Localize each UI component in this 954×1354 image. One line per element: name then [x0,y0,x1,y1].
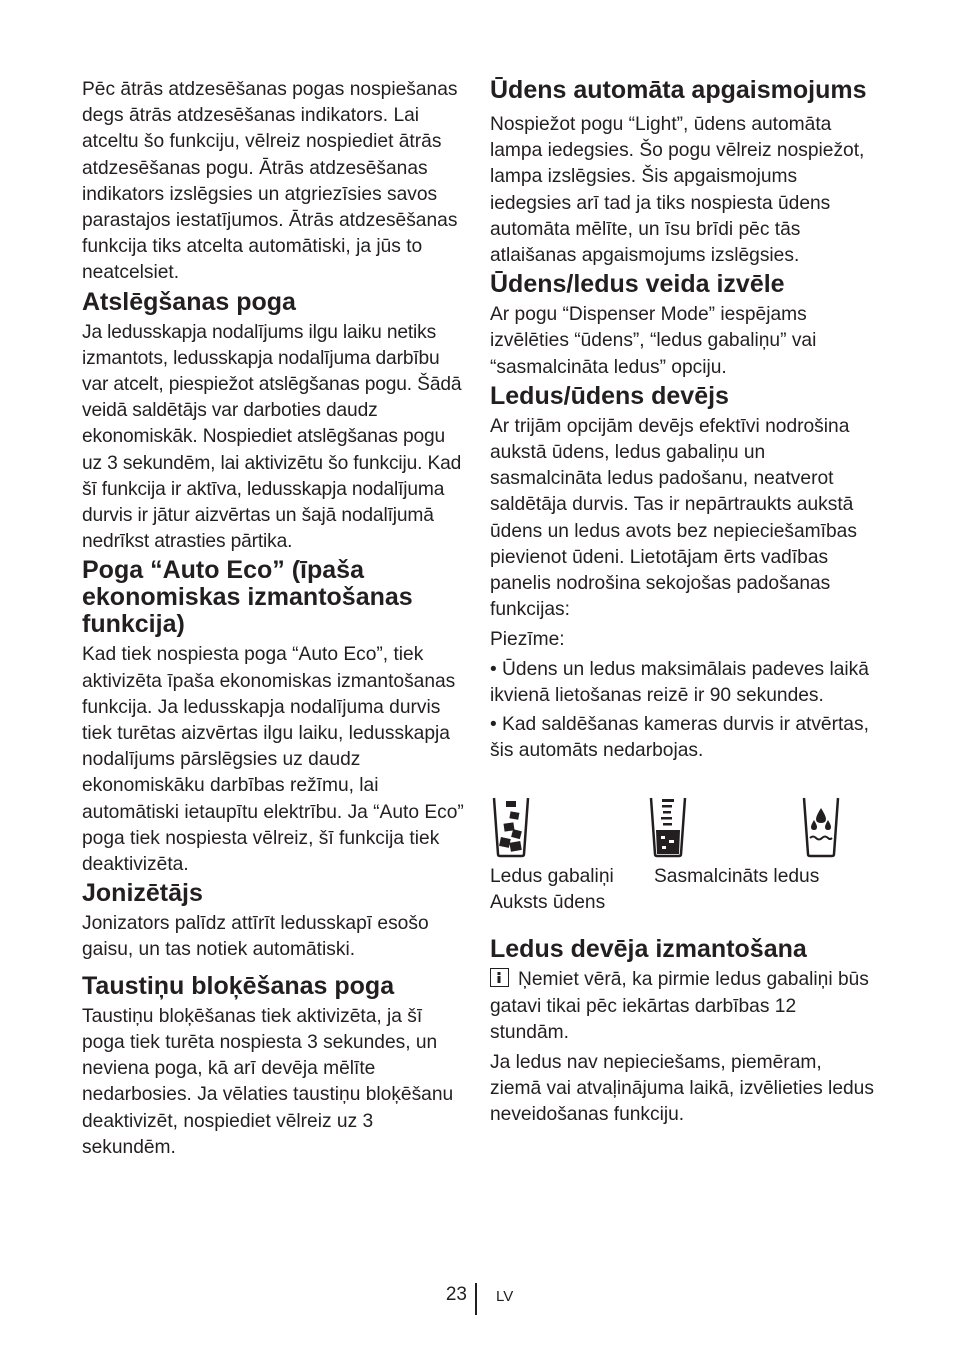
usage-info-text: Ņemiet vērā, ka pirmie ledus gabaliņi būs gatavi tikai pēc iekārtas darbības 12 stundām. [490,969,869,1043]
water-light-paragraph: Nospiežot pogu “Light”, ūdens automāta lampa iedegsies. Šo pogu vēlreiz nospiežot, lampa izslēgsies. Šis apgaismojums iedegsies arī tad ja tiks nospiesta ūdens automāta mēlīte, un īsu brīdi pēc tās atlaišanas apgaismojums izslēgsies. [490,114,865,267]
left-column [82,77,467,1161]
auto-eco-heading: Poga “Auto Eco” (īpaša ekonomiskas izmantošanas funkcija) [82,556,413,639]
info-icon [490,968,509,987]
right-column [490,77,875,1129]
caption-crushed-ice: Sasmalcināts ledus [654,866,820,888]
language-code: LV [496,1288,514,1305]
caption-cold-water: Auksts ūdens [490,892,606,914]
note-bullet-2: • Kad saldēšanas kameras durvis ir atvērtas, šis automāts nedarbojas. [490,714,869,762]
page-number: 23 [445,1284,467,1305]
footer-divider [475,1283,477,1315]
dispenser-icons [490,796,875,860]
icon-captions [490,864,875,916]
page-footer [0,1282,954,1316]
quick-cool-paragraph: Pēc ātrās atdzesēšanas pogas nospiešanas degs ātrās atdzesēšanas indikators. Lai atceltu šo funkciju, vēlreiz nospiediet ātrās atdzesēšanas pogu. Ātrās atdzesēšanas indikators izslēgsies un atgriezīsies savos parastajos iestatījumos. Ātrās atdzesēšanas funkcija tiks atcelta automātiski, ja jūs to neatcelsiet. [82,79,458,284]
auto-eco-paragraph: Kad tiek nospiesta poga “Auto Eco”, tiek aktivizēta īpaša ekonomiskas izmantošanas funkcija. Ja ledusskapja nodalījuma durvis tiek turētas aizvērtas ilgu laiku, ledusskapja nodalījums pārslēgsies uz daudz ekonomiskāku darbības režīmu, lai automātiski ietaupītu elektrību. Ja “Auto Eco” poga tiek nospiesta vēlreiz, šī funkcija tiek deaktivizēta. [82,644,464,876]
ionizer-paragraph: Jonizators palīdz attīrīt ledusskapī esošo gaisu, un tas notiek automātiski. [82,913,429,961]
lock-paragraph: Ja ledusskapja nodalījums ilgu laiku netiks izmantots, ledusskapja nodalījuma darbību var atcelt, piespiežot atslēgšanas pogu. Šādā veidā saldētājs var darboties daudz ekonomiskāk. Nospiediet atslēgšanas pogu uz 3 sekundēm, lai aktivizētu šo funkciju. Kad šī funkcija ir aktīva, ledusskapja nodalījuma durvis ir jātur aizvērtas un šajā nodalījumā nedrīkst atrasties pārtika. [82,321,462,553]
usage-info-paragraph [490,967,875,1046]
dispenser-paragraph: Ar trijām opcijām devējs efektīvi nodrošina aukstā ūdens, ledus gabaliņu un sasmalcināta ledus padošanu, neatverot saldētāja durvis. Tas ir nepārtraukts aukstā ūdens un ledus avots bez nepieciešamības pievienot ūdeni. Lietotājam ērts vadības panelis nodrošina sekojošas padošanas funkcijas: [490,415,857,621]
key-lock-heading: Taustiņu bloķēšanas poga [82,971,395,1000]
lock-heading: Atslēgšanas poga [82,287,296,316]
ice-cubes-icon [492,796,530,858]
mode-paragraph: Ar pogu “Dispenser Mode” iespējams izvēlēties “ūdens”, “ledus gabaliņu” vai “sasmalcināta ledus” opciju. [490,304,817,378]
crushed-ice-icon [649,796,687,858]
usage-paragraph: Ja ledus nav nepieciešams, piemēram, ziemā vai atvaļinājuma laikā, izvēlieties ledus neveidošanas funkciju. [490,1052,874,1126]
mode-heading: Ūdens/ledus veida izvēle [490,270,785,299]
water-light-heading: Ūdens automāta apgaismojums [490,76,867,104]
usage-heading: Ledus devēja izmantošana [490,935,807,964]
caption-ice-cubes: Ledus gabaliņi [490,866,614,888]
note-label: Piezīme: [490,629,565,651]
cold-water-icon [802,796,840,858]
dispenser-heading: Ledus/ūdens devējs [490,381,729,410]
key-lock-paragraph: Taustiņu bloķēšanas tiek aktivizēta, ja šī poga tiek turēta nospiesta 3 sekundes, un neviena poga, kā arī devēja mēlīte nedarbosies. Ja vēlaties taustiņu bloķēšanu deaktivizēt, nospiediet vēlreiz uz 3 sekundēm. [82,1005,454,1158]
ionizer-heading: Jonizētājs [82,879,203,908]
note-bullet-1: • Ūdens un ledus maksimālais padeves laikā ikvienā lietošanas reizē ir 90 sekundes. [490,658,869,706]
